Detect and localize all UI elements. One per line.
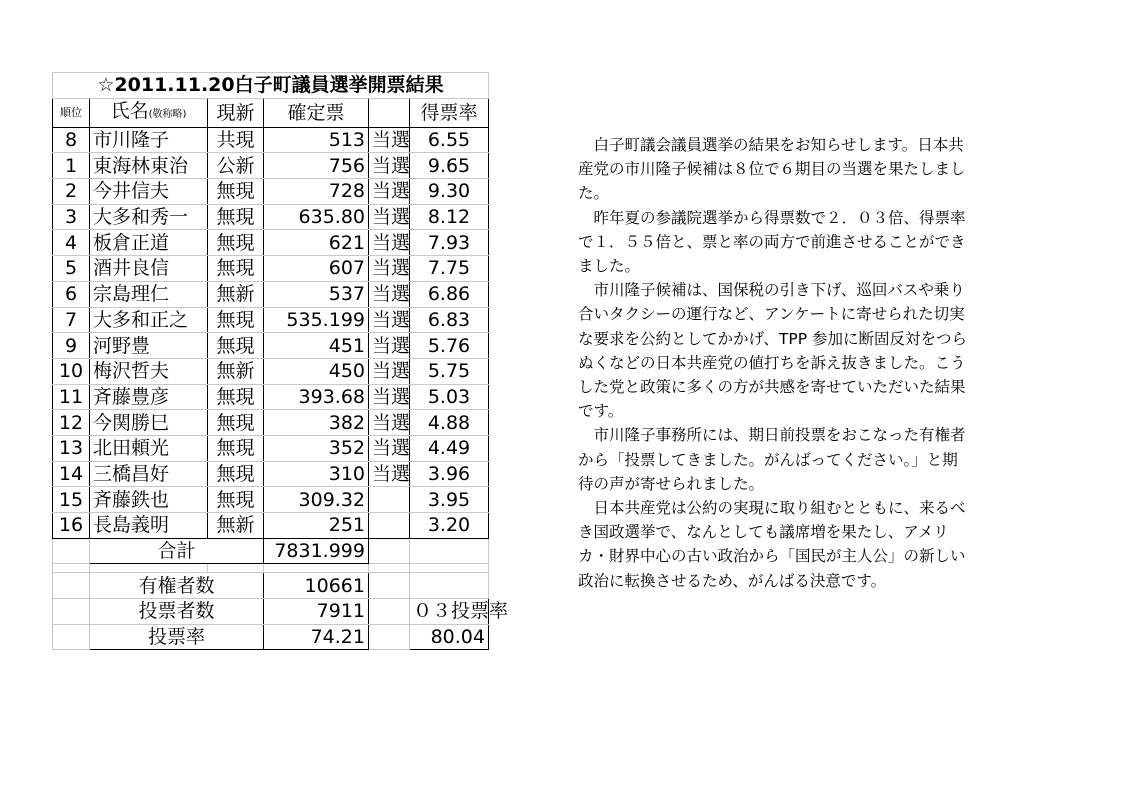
candidate-row (53, 307, 489, 333)
results-table (52, 72, 509, 650)
candidate-rate: 9.30 (410, 179, 489, 205)
turnout-value: 74.21 (264, 624, 369, 650)
candidate-rank: 8 (53, 127, 90, 153)
candidate-votes: 513 (264, 127, 369, 153)
candidate-rank: 3 (53, 204, 90, 230)
candidate-name: 今関勝巳 (90, 410, 208, 436)
title-date: ☆2011.11.20 (97, 74, 235, 97)
candidate-elected-mark (369, 487, 410, 513)
total-label: 合計 (90, 538, 264, 564)
header-mark (369, 98, 410, 127)
candidate-name: 市川隆子 (90, 127, 208, 153)
candidate-elected-mark: 当選 (369, 384, 410, 410)
candidate-row (53, 513, 489, 539)
notice-paragraph: 市川隆子事務所には、期日前投票をおこなった有権者から「投票してきました。がんばってください。」と期待の声が寄せられました。 (578, 426, 966, 493)
candidate-rank: 9 (53, 333, 90, 359)
results-notice (578, 133, 970, 593)
candidate-name: 河野豊 (90, 333, 208, 359)
candidate-status: 無現 (208, 230, 264, 256)
candidate-row (53, 230, 489, 256)
candidate-status: 無新 (208, 513, 264, 539)
candidate-elected-mark: 当選 (369, 358, 410, 384)
candidate-rank: 14 (53, 461, 90, 487)
candidate-row (53, 410, 489, 436)
candidate-votes: 635.80 (264, 204, 369, 230)
candidate-row (53, 384, 489, 410)
candidate-status: 無新 (208, 358, 264, 384)
candidate-status: 無現 (208, 410, 264, 436)
header-name (90, 98, 208, 127)
candidate-rate: 8.12 (410, 204, 489, 230)
candidate-status: 無現 (208, 179, 264, 205)
candidate-votes: 382 (264, 410, 369, 436)
candidate-elected-mark: 当選 (369, 256, 410, 282)
candidate-rank: 15 (53, 487, 90, 513)
candidate-elected-mark: 当選 (369, 204, 410, 230)
header-name-note: (敬称略) (148, 108, 187, 120)
candidate-row (53, 461, 489, 487)
candidate-row (53, 256, 489, 282)
candidate-rate: 5.03 (410, 384, 489, 410)
candidate-votes: 309.32 (264, 487, 369, 513)
candidate-elected-mark: 当選 (369, 230, 410, 256)
candidate-row (53, 435, 489, 461)
candidate-status: 無現 (208, 256, 264, 282)
candidate-rate: 7.93 (410, 230, 489, 256)
candidate-rank: 4 (53, 230, 90, 256)
turnout-row (53, 624, 489, 650)
candidate-votes: 621 (264, 230, 369, 256)
candidate-name: 東海林東治 (90, 153, 208, 179)
eligible-row (53, 573, 489, 599)
spacer-row (53, 564, 489, 573)
candidate-status: 無現 (208, 487, 264, 513)
candidate-rank: 7 (53, 307, 90, 333)
candidate-name: 北田頼光 (90, 435, 208, 461)
candidate-votes: 535.199 (264, 307, 369, 333)
candidate-status: 無現 (208, 384, 264, 410)
candidate-rate: 9.65 (410, 153, 489, 179)
candidate-votes: 756 (264, 153, 369, 179)
candidate-rate: 4.49 (410, 435, 489, 461)
candidate-rate: 5.75 (410, 358, 489, 384)
candidate-name: 酒井良信 (90, 256, 208, 282)
candidate-status: 共現 (208, 127, 264, 153)
header-row (53, 98, 489, 127)
candidate-elected-mark: 当選 (369, 461, 410, 487)
candidate-rank: 10 (53, 358, 90, 384)
candidate-name: 三橋昌好 (90, 461, 208, 487)
candidate-row (53, 204, 489, 230)
candidate-elected-mark: 当選 (369, 281, 410, 307)
candidate-votes: 607 (264, 256, 369, 282)
header-rate: 得票率 (410, 98, 489, 127)
candidate-status: 無新 (208, 281, 264, 307)
candidate-elected-mark: 当選 (369, 410, 410, 436)
candidate-rate: 6.83 (410, 307, 489, 333)
prev-turnout-value: 80.04 (410, 624, 489, 650)
candidate-rate: 7.75 (410, 256, 489, 282)
candidate-name: 長島義明 (90, 513, 208, 539)
notice-paragraph: 市川隆子候補は、国保税の引き下げ、巡回バスや乗り合いタクシーの運行など、アンケートに寄せられた切実な要求を公約としてかかげ、TPP 参加に断固反対をつらぬくなどの日本共産党の値打ちを訴え抜きました。こうした党と政策に多くの方が共感を寄せていただいた結果です。 (578, 281, 967, 421)
candidate-name: 大多和秀一 (90, 204, 208, 230)
candidate-votes: 728 (264, 179, 369, 205)
candidate-name: 斉藤鉄也 (90, 487, 208, 513)
candidate-rank: 12 (53, 410, 90, 436)
voters-value: 7911 (264, 599, 369, 625)
candidate-elected-mark: 当選 (369, 127, 410, 153)
candidate-elected-mark (369, 513, 410, 539)
candidate-name: 板倉正道 (90, 230, 208, 256)
candidate-elected-mark: 当選 (369, 333, 410, 359)
candidate-rank: 13 (53, 435, 90, 461)
candidate-rank: 11 (53, 384, 90, 410)
header-status: 現新 (208, 98, 264, 127)
candidate-rank: 1 (53, 153, 90, 179)
election-results-sheet (52, 72, 509, 650)
candidate-status: 公新 (208, 153, 264, 179)
sheet-title (53, 73, 489, 99)
candidate-name: 梅沢哲夫 (90, 358, 208, 384)
header-votes: 確定票 (264, 98, 369, 127)
candidate-name: 大多和正之 (90, 307, 208, 333)
candidate-status: 無現 (208, 204, 264, 230)
candidate-votes: 393.68 (264, 384, 369, 410)
candidate-votes: 450 (264, 358, 369, 384)
candidate-elected-mark: 当選 (369, 435, 410, 461)
candidate-row (53, 281, 489, 307)
notice-paragraph: 白子町議会議員選挙の結果をお知らせします。日本共産党の市川隆子候補は８位で６期目の当選を果たしました。 (578, 136, 966, 203)
candidate-elected-mark: 当選 (369, 307, 410, 333)
candidate-row (53, 358, 489, 384)
total-value: 7831.999 (264, 538, 369, 564)
eligible-value: 10661 (264, 573, 369, 599)
candidate-rate: 6.86 (410, 281, 489, 307)
candidate-votes: 310 (264, 461, 369, 487)
candidate-rate: 3.20 (410, 513, 489, 539)
voters-row (53, 599, 489, 625)
voters-label: 投票者数 (90, 599, 264, 625)
title-text: 白子町議員選挙開票結果 (234, 74, 444, 97)
candidate-rate: 3.95 (410, 487, 489, 513)
candidate-status: 無現 (208, 333, 264, 359)
candidate-status: 無現 (208, 307, 264, 333)
candidate-row (53, 179, 489, 205)
candidate-rate: 3.96 (410, 461, 489, 487)
candidate-rank: 16 (53, 513, 90, 539)
prev-turnout-label: ０３投票率 (410, 599, 489, 625)
candidate-name: 宗島理仁 (90, 281, 208, 307)
notice-paragraph: 昨年夏の参議院選挙から得票数で２．０３倍、得票率で１．５５倍と、票と率の両方で前進させることができました。 (578, 208, 966, 276)
candidate-row (53, 333, 489, 359)
candidate-votes: 451 (264, 333, 369, 359)
candidate-rank: 2 (53, 179, 90, 205)
header-name-label: 氏名 (110, 99, 149, 122)
candidate-name: 今井信夫 (90, 179, 208, 205)
header-rank: 順位 (53, 98, 90, 127)
candidate-votes: 352 (264, 435, 369, 461)
total-row (53, 538, 489, 564)
candidate-row (53, 127, 489, 153)
title-row (53, 73, 489, 99)
candidate-rate: 4.88 (410, 410, 489, 436)
candidate-elected-mark: 当選 (369, 179, 410, 205)
candidate-rank: 6 (53, 281, 90, 307)
candidate-votes: 251 (264, 513, 369, 539)
candidate-row (53, 153, 489, 179)
candidate-status: 無現 (208, 461, 264, 487)
notice-paragraph: 日本共産党は公約の実現に取り組むとともに、来るべき国政選挙で、なんとしても議席増を果たし、アメリカ・財界中心の古い政治から「国民が主人公」の新しい政治に転換させるため、がんばる決意です。 (578, 499, 966, 590)
candidate-row (53, 487, 489, 513)
turnout-label: 投票率 (90, 624, 264, 650)
eligible-label: 有権者数 (90, 573, 264, 599)
candidate-elected-mark: 当選 (369, 153, 410, 179)
candidate-name: 斉藤豊彦 (90, 384, 208, 410)
candidate-rate: 6.55 (410, 127, 489, 153)
candidate-rate: 5.76 (410, 333, 489, 359)
candidate-rank: 5 (53, 256, 90, 282)
candidate-status: 無現 (208, 435, 264, 461)
candidate-votes: 537 (264, 281, 369, 307)
